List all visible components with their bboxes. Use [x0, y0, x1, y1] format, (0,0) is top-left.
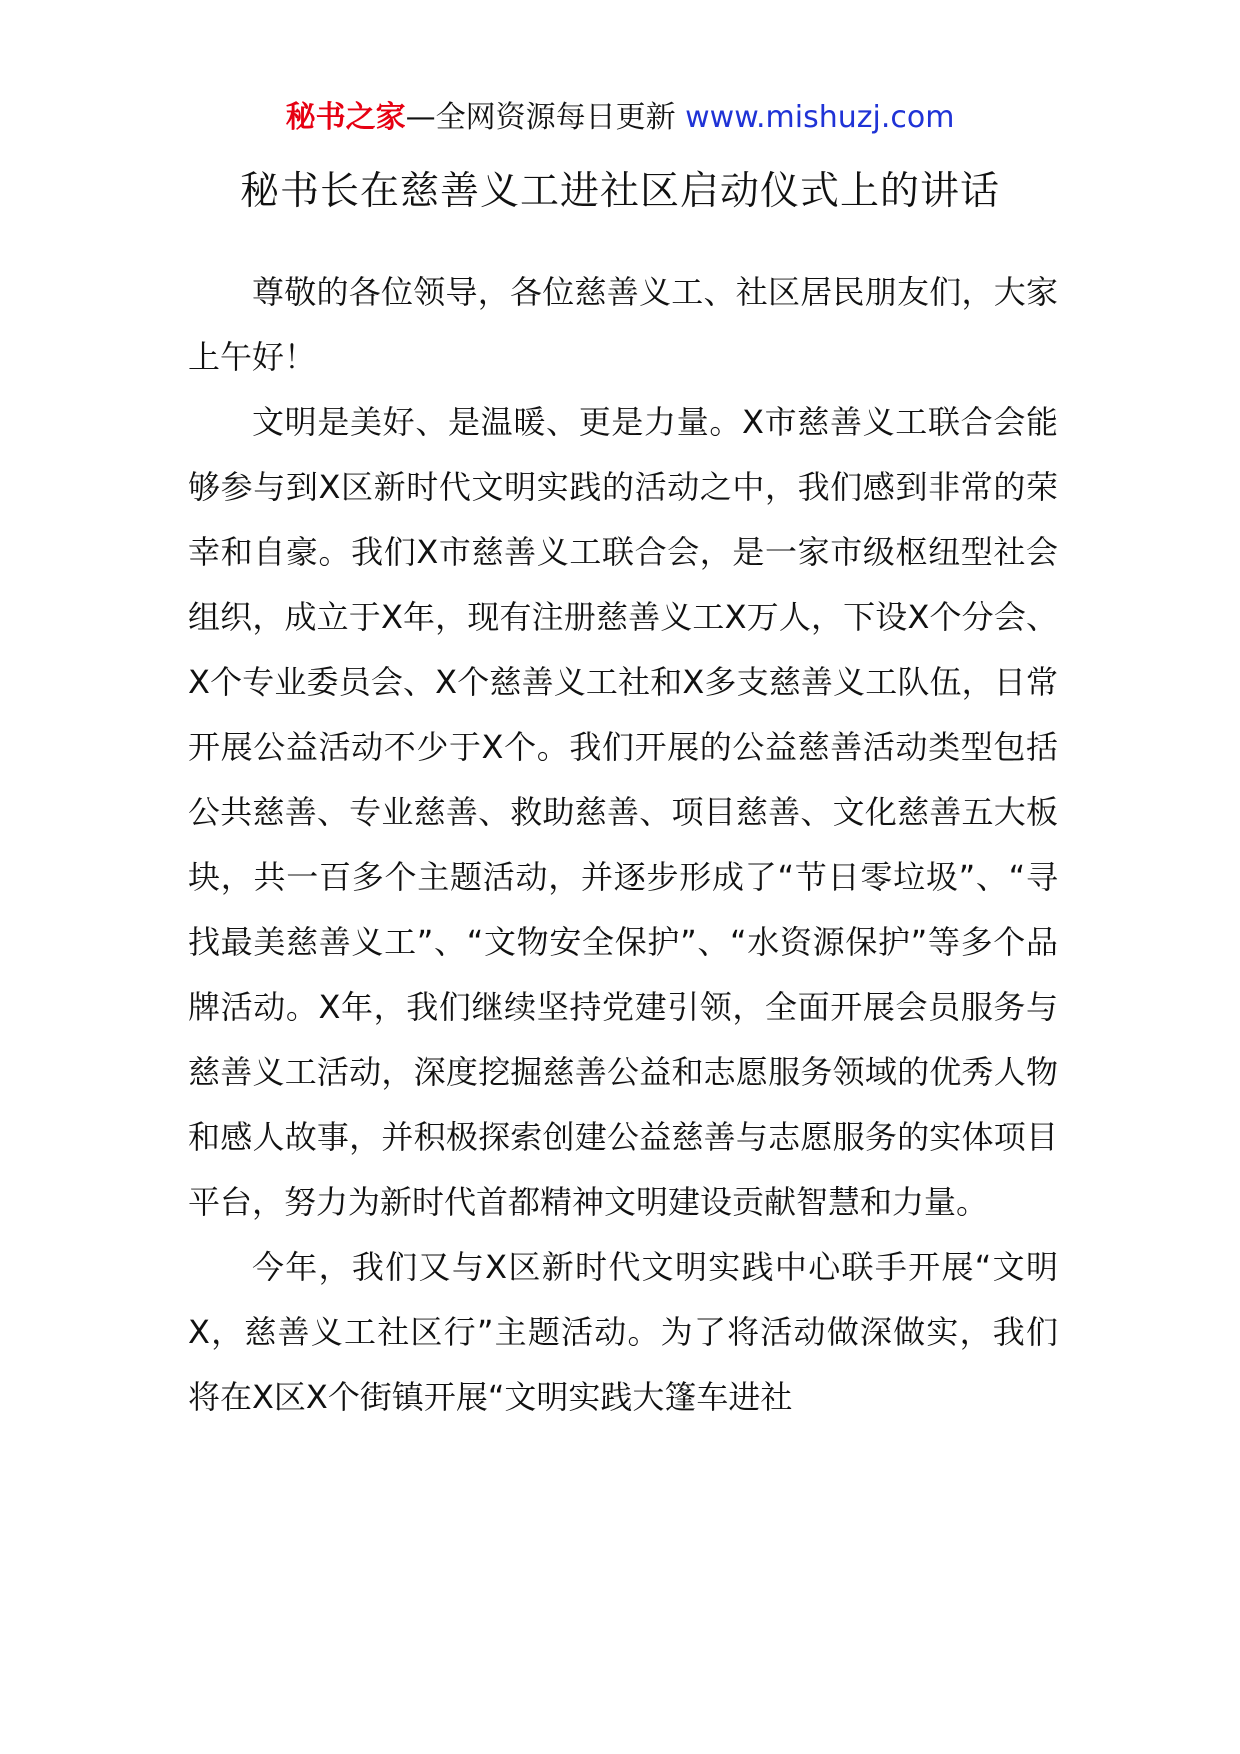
paragraph-greeting: 尊敬的各位领导，各位慈善义工、社区居民朋友们，大家上午好！ [188, 273, 1058, 376]
document-title: 秘书长在慈善义工进社区启动仪式上的讲话 [239, 169, 1000, 214]
site-tagline: —全网资源每日更新 [405, 100, 676, 135]
site-header [0, 96, 1240, 140]
site-brand: 秘书之家 [285, 100, 406, 135]
paragraph-activity: 今年，我们又与X区新时代文明实践中心联手开展“文明X，慈善义工社区行”主题活动。为了将活动做深做实，我们将在X区X个街镇开展“文明实践大篷车进社 [188, 1248, 1058, 1416]
document-body [188, 260, 1058, 1430]
site-url-link[interactable]: www.mishuzj.com [685, 100, 955, 135]
paragraph-introduction: 文明是美好、是温暖、更是力量。X市慈善义工联合会能够参与到X区新时代文明实践的活动之中，我们感到非常的荣幸和自豪。我们X市慈善义工联合会，是一家市级枢纽型社会组织，成立于X年，现有注册慈善义工X万人，下设X个分会、X个专业委员会、X个慈善义工社和X多支慈善义工队伍，日常开展公益活动不少于X个。我们开展的公益慈善活动类型包括公共慈善、专业慈善、救助慈善、项目慈善、文化慈善五大板块，共一百多个主题活动，并逐步形成了“节日零垃圾”、“寻找最美慈善义工”、“文物安全保护”、“水资源保护”等多个品牌活动。X年，我们继续坚持党建引领，全面开展会员服务与慈善义工活动，深度挖掘慈善公益和志愿服务领域的优秀人物和感人故事，并积极探索创建公益慈善与志愿服务的实体项目平台，努力为新时代首都精神文明建设贡献智慧和力量。 [188, 403, 1058, 1221]
